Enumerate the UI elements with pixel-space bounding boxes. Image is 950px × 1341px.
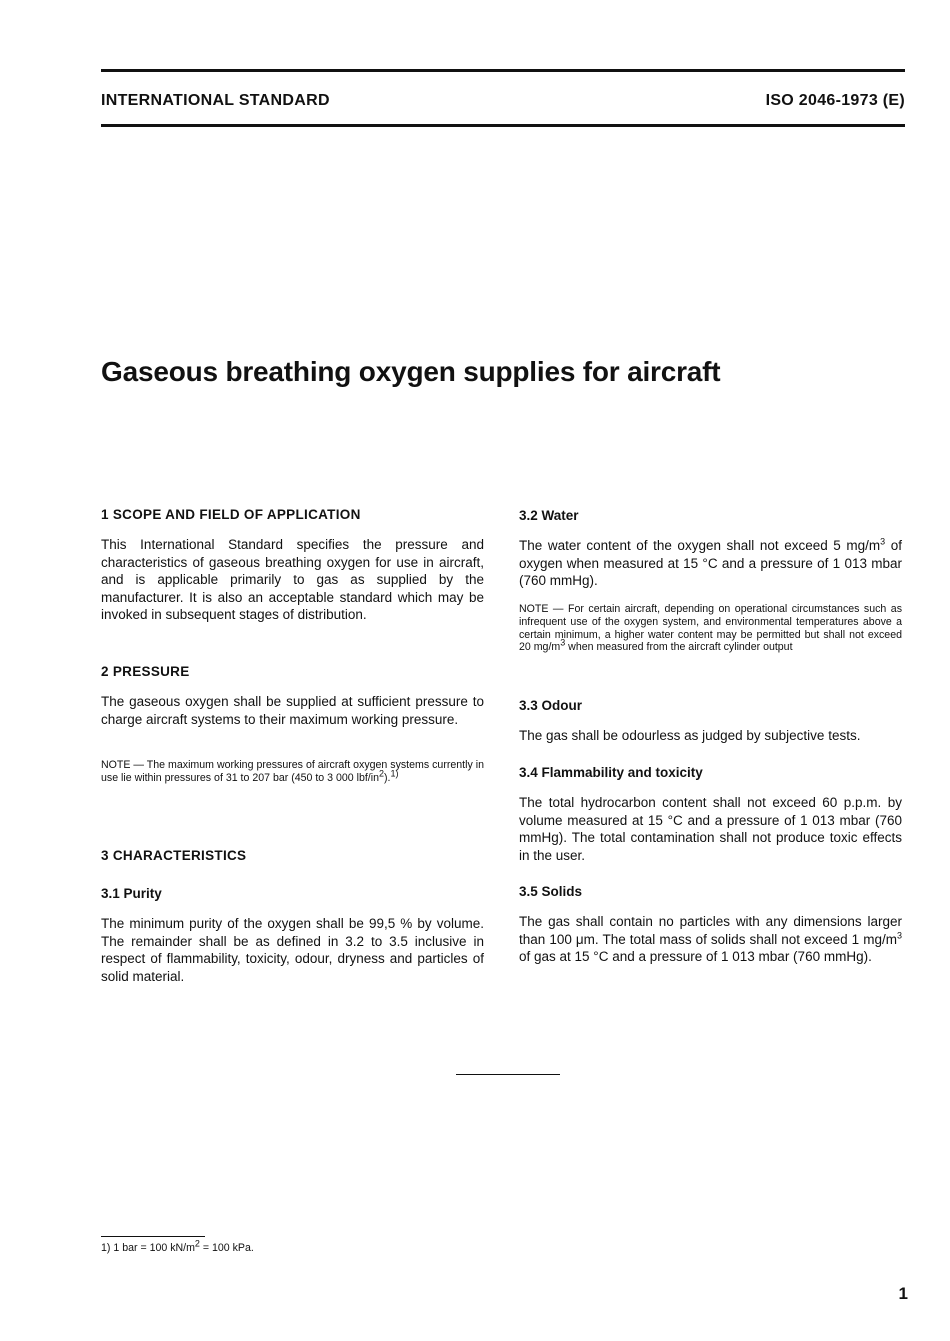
footnote xyxy=(101,1238,254,1254)
section-3-2-note-sup: 3 xyxy=(560,637,566,648)
section-3-1-heading: 3.1 Purity xyxy=(101,886,162,901)
section-3-4-body: The total hydrocarbon content shall not exceed 60 p.p.m. by volume measured at 15 °C and a pressure of 1 013 mbar (760 mmHg). The total contamination shall not produce toxic effects in the user. xyxy=(519,795,902,863)
section-2-note-text: NOTE — The maximum working pressures of aircraft oxygen systems currently in use lie within pressures of 31 to 207 bar (450 to 3 000 lbf/in xyxy=(101,759,484,784)
section-3-2-note xyxy=(519,603,902,654)
section-2-heading: 2 PRESSURE xyxy=(101,664,190,679)
header-bottom-rule xyxy=(101,124,905,127)
section-3-1-body: The minimum purity of the oxygen shall be 99,5 % by volume. The remainder shall be as defined in 3.2 to 3.5 inclusive in respect of flammability, toxicity, odour, dryness and particles of solid material. xyxy=(101,916,484,984)
section-2-note xyxy=(101,759,484,785)
section-3-2-note-text: NOTE — For certain aircraft, depending on operational circumstances such as infrequent use of the oxygen system, and environmental temperatures above a certain minimum, a higher water content may be permitted but shall not exceed 20 mg/m xyxy=(519,603,902,654)
section-2-note-sup-exponent: 2 xyxy=(378,768,384,779)
footnote-text: 1) 1 bar = 100 kN/m xyxy=(101,1242,195,1254)
section-2-body: The gaseous oxygen shall be supplied at sufficient pressure to charge aircraft systems to their maximum working pressure. xyxy=(101,694,484,727)
section-3-5-heading: 3.5 Solids xyxy=(519,884,583,899)
footnote-rule xyxy=(101,1236,205,1237)
section-3-5-body-text: The gas shall contain no particles with any dimensions larger than 100 μm. The total mass of solids shall not exceed 1 mg/m xyxy=(519,914,902,947)
section-3-heading: 3 CHARACTERISTICS xyxy=(101,848,247,863)
section-2-note-close: ). xyxy=(383,771,391,784)
section-3-5-body xyxy=(519,913,902,966)
document-type-label: INTERNATIONAL STANDARD xyxy=(101,92,330,109)
standard-number-label: ISO 2046-1973 (E) xyxy=(765,92,905,109)
section-3-4-heading: 3.4 Flammability and toxicity xyxy=(519,765,703,780)
section-3-2-body-text: The water content of the oxygen shall not exceed 5 mg/m xyxy=(519,538,881,553)
section-3-2-body-sup: 3 xyxy=(880,536,886,547)
section-1-heading: 1 SCOPE AND FIELD OF APPLICATION xyxy=(101,507,361,522)
section-3-3-body: The gas shall be odourless as judged by subjective tests. xyxy=(519,728,861,743)
section-3-3-heading: 3.3 Odour xyxy=(519,698,583,713)
page-number: 1 xyxy=(898,1284,908,1303)
footnote-rest: = 100 kPa. xyxy=(199,1242,254,1254)
section-3-5-body-sup: 3 xyxy=(896,930,902,941)
section-3-2-heading: 3.2 Water xyxy=(519,508,579,523)
footnote-sup: 2 xyxy=(194,1238,200,1249)
section-3-2-note-rest: when measured from the aircraft cylinder output xyxy=(565,641,793,654)
section-1-body: This International Standard specifies the pressure and characteristics of gaseous breathing oxygen for use in aircraft, and is applicable primarily to gas as supplied by the manufacturer. It is also an acceptable standard which may be invoked in subsequent stages of distribution. xyxy=(101,537,484,623)
footnote-ref: 1) xyxy=(390,768,399,779)
header-top-rule xyxy=(101,69,905,72)
document-title: Gaseous breathing oxygen supplies for aircraft xyxy=(101,356,721,387)
section-3-5-body-rest: of gas at 15 °C and a pressure of 1 013 mbar (760 mmHg). xyxy=(519,949,872,965)
section-3-2-body-rest: of oxygen when measured at 15 °C and a pressure of 1 013 mbar (760 mmHg). xyxy=(519,538,903,589)
section-3-2-body xyxy=(519,537,902,590)
end-of-text-rule xyxy=(456,1074,560,1075)
